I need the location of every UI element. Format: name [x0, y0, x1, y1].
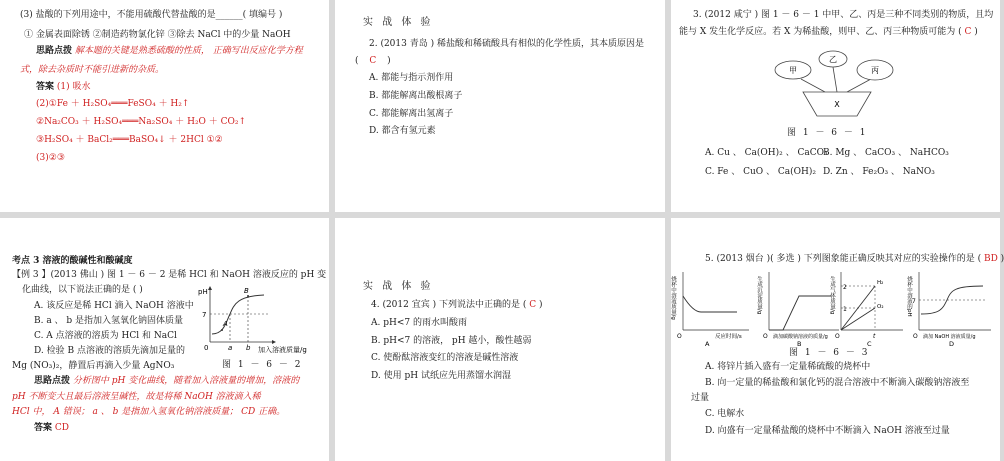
answer-value: CD	[54, 423, 69, 433]
option-c: C. 电解水	[705, 409, 745, 419]
section-heading: 实 战 体 验	[363, 17, 434, 28]
point-a-label: A	[223, 320, 228, 328]
graph-c-tick-2: 2	[843, 284, 847, 291]
option-b: B. 都能解离出酸根离子	[369, 91, 463, 101]
graph-a-xlabel: 反应时间/s	[715, 334, 742, 340]
option-d-line2: Mg (NO₃)₂，静置后再滴入少量 AgNO₃	[12, 361, 175, 371]
graphs-row	[671, 268, 1000, 348]
tip-text-cont2: HCl 中， A 错误； a 、 b 是指加入氢氧化钠溶液质量； CD 正确。	[12, 407, 286, 417]
y-tick-7: 7	[202, 311, 207, 319]
graph-b-origin: O	[763, 333, 768, 340]
question-3-line1: 3. (2012 咸宁 ) 图 1 － 6 － 1 中甲、乙、丙是三种不同类别的物质，且均	[693, 10, 994, 20]
graph-d-tick-7: 7	[912, 298, 916, 305]
option-d: D. 都含有氢元素	[369, 126, 436, 136]
graph-b-xlabel: 滴加碳酸钠溶液的质量/g	[773, 334, 828, 340]
ph-curve-graph	[196, 284, 326, 354]
graph-c-o2: O₂	[877, 304, 884, 310]
graph-c-origin: O	[835, 333, 840, 340]
answer-5: (3)②③	[36, 153, 65, 163]
option-a: A. pH<7 的雨水叫酸雨	[371, 318, 467, 328]
answer-choice: BD	[983, 254, 998, 264]
graph-c	[829, 272, 903, 348]
figure-caption: 图 1 － 6 － 2	[222, 360, 303, 370]
question-3-text: (3) 盐酸的下列用途中，不能用硫酸代替盐酸的是______( 填编号 )	[20, 10, 283, 20]
option-c: C. A 点溶液的溶质为 HCl 和 NaCl	[34, 331, 177, 341]
option-c: C. Fe 、 CuO 、 Ca(OH)₂	[705, 167, 816, 177]
slide-1	[0, 0, 329, 212]
graph-b	[756, 272, 839, 348]
x-axis-label: 加入溶液质量/g	[258, 346, 307, 354]
slide-5	[335, 218, 665, 461]
tip-label: 思路点拨	[36, 46, 73, 56]
graph-a-ylabel: 烧杯中溶液质量/g	[670, 276, 676, 320]
ph-curve	[212, 295, 264, 334]
graph-c-xlabel: t	[873, 333, 876, 340]
graph-b-letter: B	[797, 340, 802, 348]
label-bing: 丙	[871, 66, 879, 75]
question-4-text: 4. (2012 宜宾 ) 下列说法中正确的是 (	[371, 300, 527, 310]
question-5-text: 5. (2013 烟台 )( 多选 ) 下列图象能正确反映其对应的实验操作的是 (	[705, 254, 982, 264]
figure-caption: 图 1 － 6 － 1	[787, 128, 868, 138]
question-3-options: ① 金属表面除锈 ②制造药物氯化锌 ③除去 NaCl 中的少量 NaOH	[24, 30, 291, 40]
option-b: B. a 、 b 是指加入氢氧化钠固体质量	[34, 316, 184, 326]
topic-heading: 考点 3 溶液的酸碱性和酸碱度	[12, 256, 133, 266]
option-b-line2: 过量	[691, 393, 710, 403]
graph-d-xlabel: 滴加 NaOH 溶液质量/g	[923, 334, 976, 340]
slide-4	[0, 218, 329, 461]
graph-a	[670, 272, 749, 348]
graph-d-letter: D	[949, 340, 955, 348]
x-tick-b: b	[246, 344, 251, 352]
label-jia: 甲	[789, 66, 797, 75]
label-yi: 乙	[829, 55, 837, 64]
blank-close: )	[1000, 254, 1004, 264]
blank-open: (	[355, 56, 359, 66]
x-tick-a: a	[228, 344, 233, 352]
graph-c-ylabel: 生成气体质量/g	[829, 276, 835, 315]
answer-label: 答案	[36, 82, 55, 92]
slide-6	[670, 218, 1004, 461]
option-d-line1: D. 检验 B 点溶液的溶质先滴加足量的	[34, 346, 185, 356]
example-line1: 【例 3 】(2013 佛山 ) 图 1 － 6 － 2 是稀 HCl 和 NaOH 溶液反应的 pH 变	[12, 270, 327, 280]
example-line2: 化曲线，以下说法正确的是 ( )	[22, 285, 143, 295]
answer-choice: C	[964, 27, 972, 37]
option-a: A. 将锌片插入盛有一定量稀硫酸的烧杯中	[705, 362, 871, 372]
section-heading: 实 战 体 验	[363, 281, 434, 292]
reaction-diagram	[775, 50, 895, 120]
question-2-text: 2. (2013 青岛 ) 稀盐酸和稀硫酸具有相似的化学性质，其本质原因是	[369, 39, 644, 49]
tip-text-cont: 式，除去杂质时不能引进新的杂质。	[20, 65, 165, 75]
graph-d-origin: O	[913, 333, 918, 340]
slide-2	[335, 0, 665, 212]
answer-2: (2)①Fe ＋ H₂SO₄═══FeSO₄ ＋ H₂↑	[36, 99, 190, 109]
option-a: A. 该反应是稀 HCl 滴入 NaOH 溶液中	[34, 301, 194, 311]
question-3-line2: 能与 X 发生化学反应。若 X 为稀盐酸，则甲、乙、丙三种物质可能为 (	[679, 27, 962, 37]
option-d: D. 使用 pH 试纸应先用蒸馏水润湿	[371, 371, 511, 381]
tip-text: 分析图中 pH 变化曲线，随着加入溶液量的增加，溶液的	[72, 376, 300, 386]
answer-choice: C	[369, 56, 377, 66]
blank-close: )	[538, 300, 543, 310]
tip-text: 解本题的关键是熟悉硫酸的性质， 正确写出反应化学方程	[74, 46, 303, 56]
blank-close: )	[974, 27, 978, 37]
option-a: A. 都能与指示剂作用	[369, 73, 454, 83]
option-d: D. Zn 、 Fe₂O₃ 、 NaNO₃	[823, 167, 935, 177]
tip-text-cont1: pH 不断变大且最后溶液呈碱性，故是将稀 NaOH 溶液滴入稀	[12, 392, 261, 402]
option-b: B. pH<7 的溶液， pH 越小，酸性越弱	[371, 336, 532, 346]
answer-label: 答案	[34, 423, 53, 433]
tip-label: 思路点拨	[34, 376, 71, 386]
graph-d	[906, 272, 991, 348]
graph-c-tick-1: 1	[843, 306, 847, 313]
graph-a-letter: A	[705, 340, 710, 348]
option-b: B. Mg 、 CaCO₃ 、 NaHCO₃	[823, 148, 949, 158]
graph-d-ylabel: 烧杯中溶液的pH	[906, 276, 912, 317]
option-a: A. Cu 、 Ca(OH)₂ 、 CaCO₃	[705, 148, 828, 158]
point-b-label: B	[244, 287, 249, 295]
figure-caption: 图 1 － 6 － 3	[789, 348, 870, 358]
answer-4: ③H₂SO₄ ＋ BaCl₂═══BaSO₄↓ ＋ 2HCl ①②	[36, 135, 223, 145]
option-c: C. 使酚酞溶液变红的溶液是碱性溶液	[371, 353, 519, 363]
label-x: X	[834, 100, 840, 109]
answer-choice: C	[529, 300, 537, 310]
option-c: C. 都能解离出氢离子	[369, 109, 454, 119]
option-b-line1: B. 向一定量的稀盐酸和氯化钙的混合溶液中不断滴入碳酸钠溶液至	[705, 378, 970, 388]
slide-3	[671, 0, 1000, 212]
graph-c-h2: H₂	[877, 280, 884, 286]
y-axis-label: pH	[198, 288, 208, 296]
option-d: D. 向盛有一定量稀盐酸的烧杯中不断滴入 NaOH 溶液至过量	[705, 426, 950, 436]
graph-c-letter: C	[867, 340, 872, 348]
origin-label: 0	[204, 344, 209, 352]
answer-1: (1) 吸水	[56, 82, 91, 92]
answer-3: ②Na₂CO₃ ＋ H₂SO₄═══Na₂SO₄ ＋ H₂O ＋ CO₂↑	[36, 117, 247, 127]
graph-b-ylabel: 生成沉淀质量/g	[756, 276, 762, 315]
graph-a-origin: O	[677, 333, 682, 340]
blank-close: )	[387, 56, 391, 66]
